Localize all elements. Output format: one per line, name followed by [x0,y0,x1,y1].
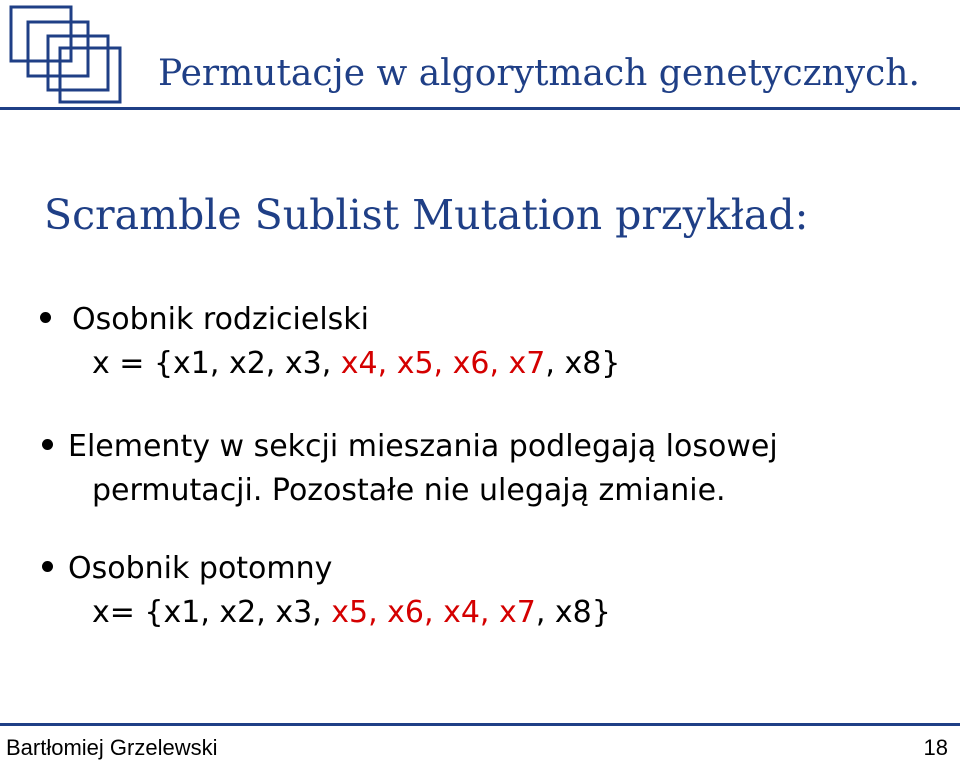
bullet-child-individual [42,547,611,635]
footer-divider [0,723,960,726]
vector-suffix: , x8} [545,346,621,381]
parent-vector [40,342,620,386]
bullet-text-line-1: Elementy w sekcji mieszania podlegają losowej [68,429,778,464]
vector-highlight: x4, x5, x6, x7 [340,346,546,381]
bullet-parent-individual [40,298,620,386]
bullet-dot-icon [40,312,51,323]
title-divider [0,107,960,110]
section-heading: Scramble Sublist Mutation przykład: [44,191,809,239]
bullet-dot-icon [42,439,53,450]
page-number: 18 [923,735,948,760]
footer-author: Bartłomiej Grzelewski [6,735,218,760]
vector-prefix: x= {x1, x2, x3, [92,595,332,630]
child-vector [42,591,611,635]
bullet-dot-icon [42,561,53,572]
bullet-text-line-2: permutacji. Pozostałe nie ulegają zmianie. [92,473,726,508]
vector-highlight: x5, x6, x4, x7 [331,595,536,630]
bullet-label: Osobnik rodzicielski [72,302,370,337]
slide-title: Permutacje w algorytmach genetycznych. [158,53,920,94]
overlapping-squares-logo-icon [8,4,126,104]
vector-suffix: , x8} [535,595,611,630]
vector-prefix: x = {x1, x2, x3, [92,346,341,381]
bullet-label: Osobnik potomny [68,551,333,586]
bullet-scramble-description [42,425,778,513]
